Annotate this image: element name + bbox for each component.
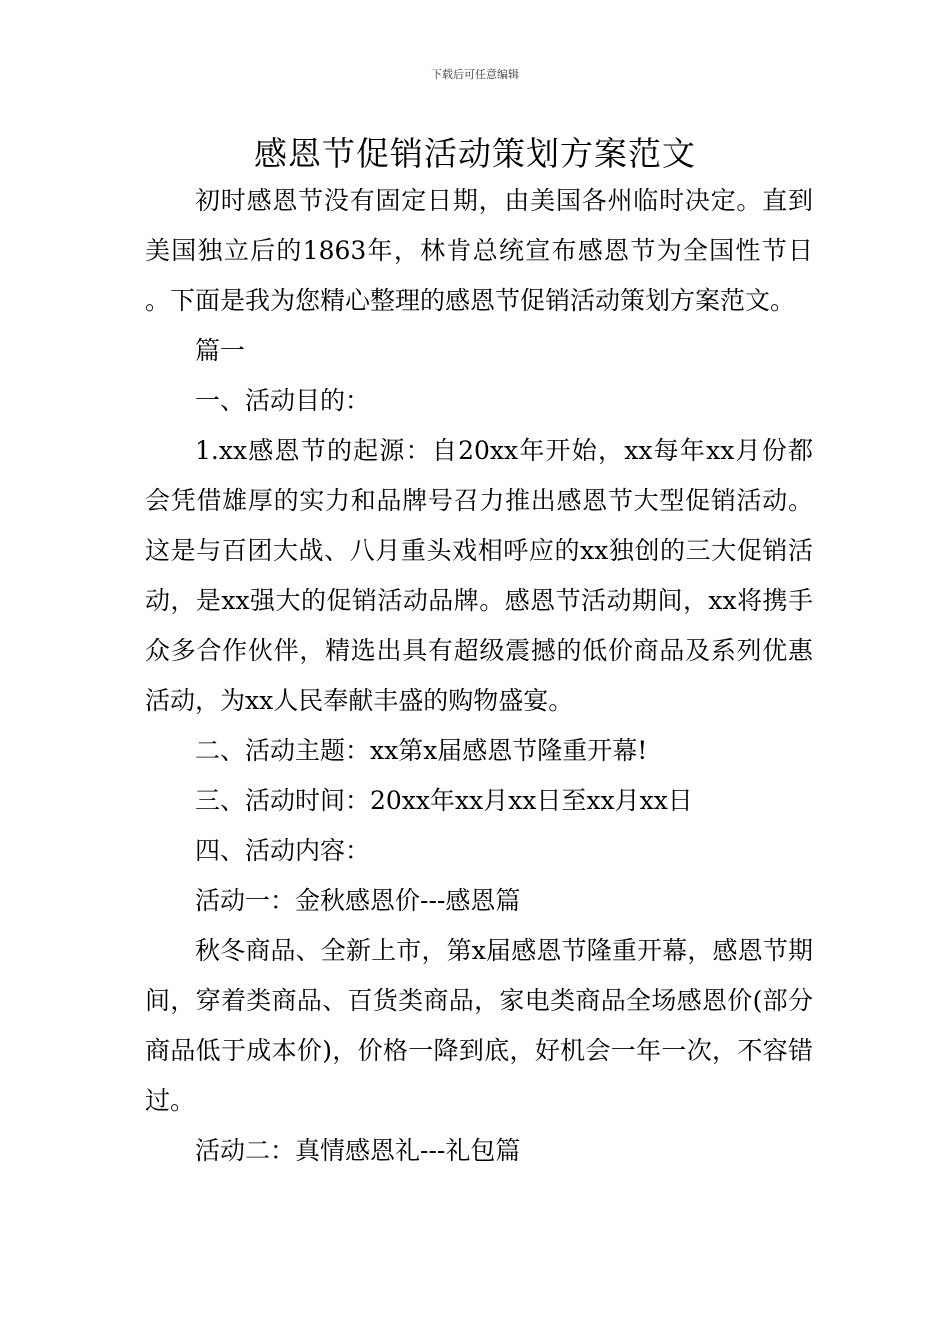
section-heading: 二、活动主题：xx第x届感恩节隆重开幕! <box>195 736 648 765</box>
document-body <box>145 176 813 1176</box>
subsection-heading: 活动一：金秋感恩价---感恩篇 <box>195 886 521 915</box>
body-paragraph: 秋冬商品、全新上市，第x届感恩节隆重开幕，感恩节期间，穿着类商品、百货类商品，家电类商品全场感恩价(部分商品低于成本价)，价格一降到底，好机会一年一次，不容错过。 <box>145 936 813 1115</box>
body-paragraph: 1.xx感恩节的起源：自20xx年开始，xx每年xx月份都会凭借雄厚的实力和品牌号召力推出感恩节大型促销活动。这是与百团大战、八月重头戏相呼应的xx独创的三大促销活动，是xx强大的促销活动品牌。感恩节活动期间，xx将携手众多合作伙伴，精选出具有超级震撼的低价商品及系列优惠活动，为xx人民奉献丰盛的购物盛宴。 <box>145 436 813 715</box>
header-note: 下载后可任意编辑 <box>431 68 519 81</box>
section-heading: 四、活动内容： <box>195 836 371 865</box>
section-label: 篇一 <box>195 336 246 365</box>
intro-paragraph: 初时感恩节没有固定日期，由美国各州临时决定。直到美国独立后的1863年，林肯总统宣布感恩节为全国性节日 。下面是我为您精心整理的感恩节促销活动策划方案范文。 <box>145 186 813 315</box>
section-heading: 一、活动目的： <box>195 386 371 415</box>
section-heading: 三、活动时间：20xx年xx月xx日至xx月xx日 <box>195 786 693 815</box>
subsection-heading: 活动二：真情感恩礼---礼包篇 <box>195 1136 521 1165</box>
document-title: 感恩节促销活动策划方案范文 <box>254 134 696 173</box>
